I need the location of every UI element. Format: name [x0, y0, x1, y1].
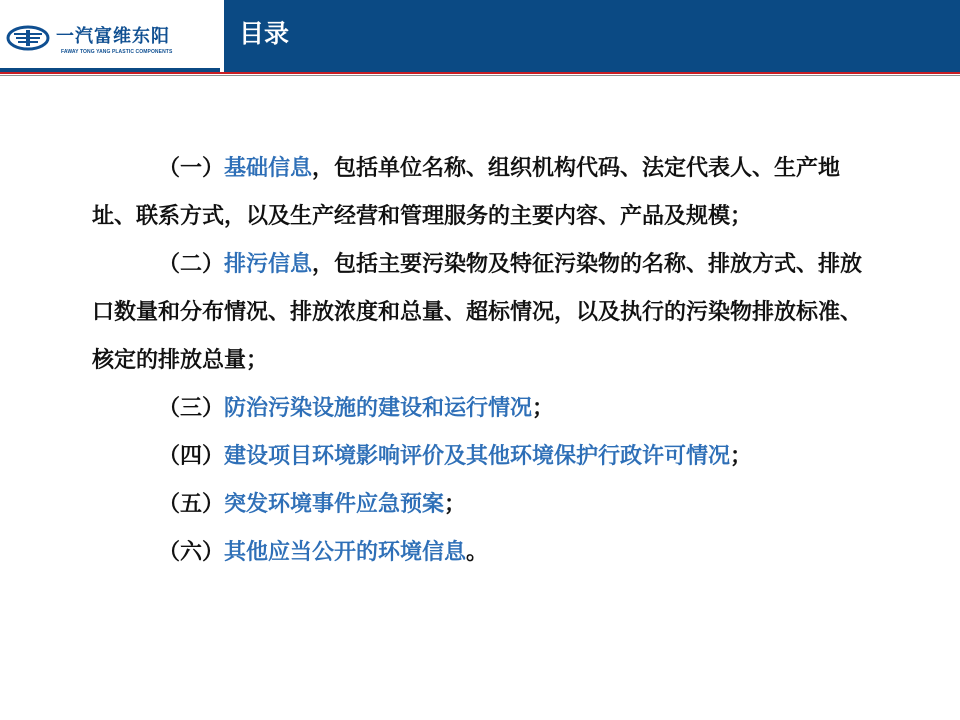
- slide-header: [0, 0, 960, 72]
- highlight-emergency-plan: 突发环境事件应急预案: [224, 491, 445, 517]
- item-body: ，包括主要污染物及特征污染物的名称、排放方式、排放口数量和分布情况、排放浓度和总量、超标情况，以及执行的污染物排放标准、核定的排放总量；: [92, 251, 863, 373]
- faw-logo-icon: [6, 25, 50, 51]
- company-name-en: FAWAY TONG YANG PLASTIC COMPONENTS: [61, 49, 173, 55]
- item-label: （四）: [158, 443, 225, 469]
- item-label: （一）: [158, 155, 225, 181]
- highlight-environmental-assessment: 建设项目环境影响评价及其他环境保护行政许可情况: [224, 443, 731, 469]
- list-item-other-info: [92, 528, 872, 576]
- item-body: ，包括单位名称、组织机构代码、法定代表人、生产地址、联系方式，以及生产经营和管理服务的主要内容、产品及规模；: [92, 155, 841, 229]
- highlight-emissions-info: 排污信息: [224, 251, 313, 277]
- list-item-basic-info: [92, 144, 872, 240]
- item-label: （二）: [158, 251, 225, 277]
- item-label: （六）: [158, 539, 225, 565]
- item-body: ；: [532, 395, 555, 421]
- highlight-basic-info: 基础信息: [224, 155, 313, 181]
- list-item-pollution-facilities: [92, 384, 872, 432]
- item-body: ；: [444, 491, 467, 517]
- highlight-pollution-facilities: 防治污染设施的建设和运行情况: [224, 395, 533, 421]
- list-item-emissions-info: [92, 240, 872, 384]
- slide-content: [92, 144, 872, 576]
- header-red-rule: [0, 72, 960, 74]
- company-name-cn: 一汽富维东阳: [56, 26, 170, 46]
- item-label: （三）: [158, 395, 225, 421]
- item-label: （五）: [158, 491, 225, 517]
- item-body: 。: [466, 539, 489, 565]
- list-item-emergency-plan: [92, 480, 872, 528]
- company-logo: [0, 0, 220, 68]
- header-gray-rule: [0, 75, 960, 76]
- list-item-environmental-assessment: [92, 432, 872, 480]
- highlight-other-info: 其他应当公开的环境信息: [224, 539, 467, 565]
- slide-title: 目录: [239, 19, 290, 48]
- item-body: ；: [730, 443, 753, 469]
- header-divider: [220, 0, 224, 72]
